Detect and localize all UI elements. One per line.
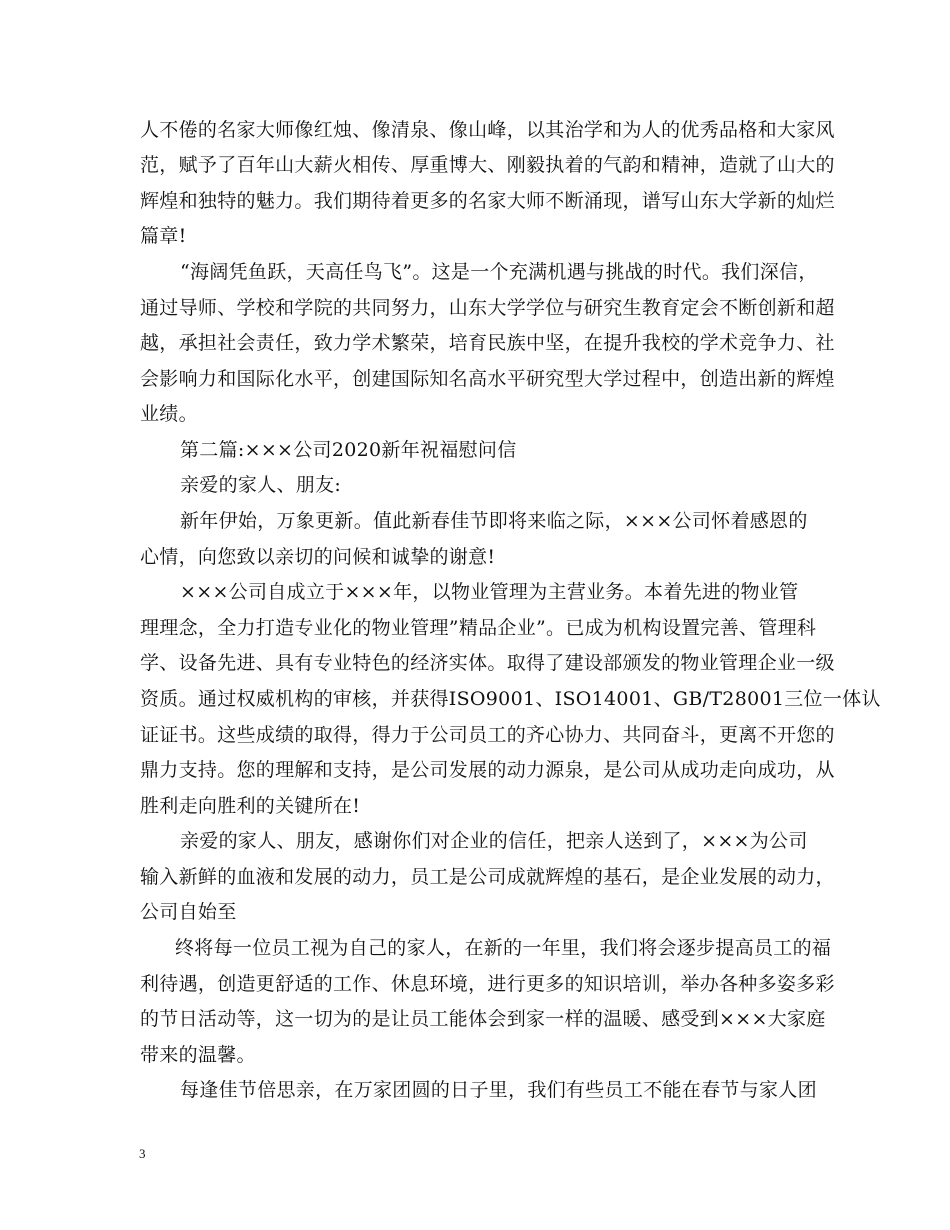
text-line: 范，赋予了百年山大薪火相传、厚重博大、刚毅执着的气韵和精神，造就了山大的 [140,154,835,176]
text-line: 资质。通过权威机构的审核，并获得ISO9001、ISO14001、GB/T28001三位一体认 [140,688,881,710]
text-line: 篇章! [140,225,187,247]
salutation: 亲爱的家人、朋友: [180,474,342,496]
text-line: 每逢佳节倍思亲，在万家团圆的日子里，我们有些员工不能在春节与家人团 [180,1079,817,1101]
page-number: 3 [139,1146,146,1161]
text-line: 人不倦的名家大师像红烛、像清泉、像山峰，以其治学和为人的优秀品格和大家风 [140,119,835,141]
text-line: 辉煌和独特的魅力。我们期待着更多的名家大师不断涌现，谱写山东大学新的灿烂 [140,190,835,212]
text-line: 越，承担社会责任，致力学术繁荣，培育民族中坚，在提升我校的学术竞争力、社 [140,332,835,354]
text-line: 带来的温馨。 [140,1044,256,1066]
text-line: 的节日活动等，这一切为的是让员工能体会到家一样的温暖、感受到×××大家庭 [140,1008,826,1030]
text-line: 理理念，全力打造专业化的物业管理”精品企业”。已成为机构设置完善、管理科 [140,617,817,639]
text-line: 终将每一位员工视为自己的家人，在新的一年里，我们将会逐步提高员工的福 [175,937,832,959]
text-line: 胜利走向胜利的关键所在! [140,795,361,817]
text-line: 输入新鲜的血液和发展的动力，员工是公司成就辉煌的基石，是企业发展的动力， [140,866,835,888]
text-line: 新年伊始，万象更新。值此新春佳节即将来临之际，×××公司怀着感恩的 [180,510,808,532]
text-line: 鼎力支持。您的理解和支持，是公司发展的动力源泉，是公司从成功走向成功，从 [140,759,835,781]
text-line: 心情，向您致以亲切的问候和诚挚的谢意! [140,546,496,568]
text-line: “海阔凭鱼跃，天高任鸟飞”。这是一个充满机遇与挑战的时代。我们深信， [180,261,818,283]
section-title: 第二篇:×××公司2020新年祝福慰问信 [180,439,517,461]
text-line: 利待遇，创造更舒适的工作、休息环境，进行更多的知识培训，举办各种多姿多彩 [140,973,835,995]
text-line: 证证书。这些成绩的取得，得力于公司员工的齐心协力、共同奋斗，更离不开您的 [140,724,835,746]
text-line: 通过导师、学校和学院的共同努力，山东大学学位与研究生教育定会不断创新和超 [140,297,835,319]
text-line: 亲爱的家人、朋友，感谢你们对企业的信任，把亲人送到了，×××为公司 [180,830,808,852]
text-line: 公司自始至 [140,901,237,923]
text-line: 学、设备先进、具有专业特色的经济实体。取得了建设部颁发的物业管理企业一级 [140,652,835,674]
text-line: 会影响力和国际化水平，创建国际知名高水平研究型大学过程中，创造出新的辉煌 [140,368,835,390]
text-line: ×××公司自成立于×××年，以物业管理为主营业务。本着先进的物业管 [180,581,799,603]
text-line: 业绩。 [140,403,198,425]
